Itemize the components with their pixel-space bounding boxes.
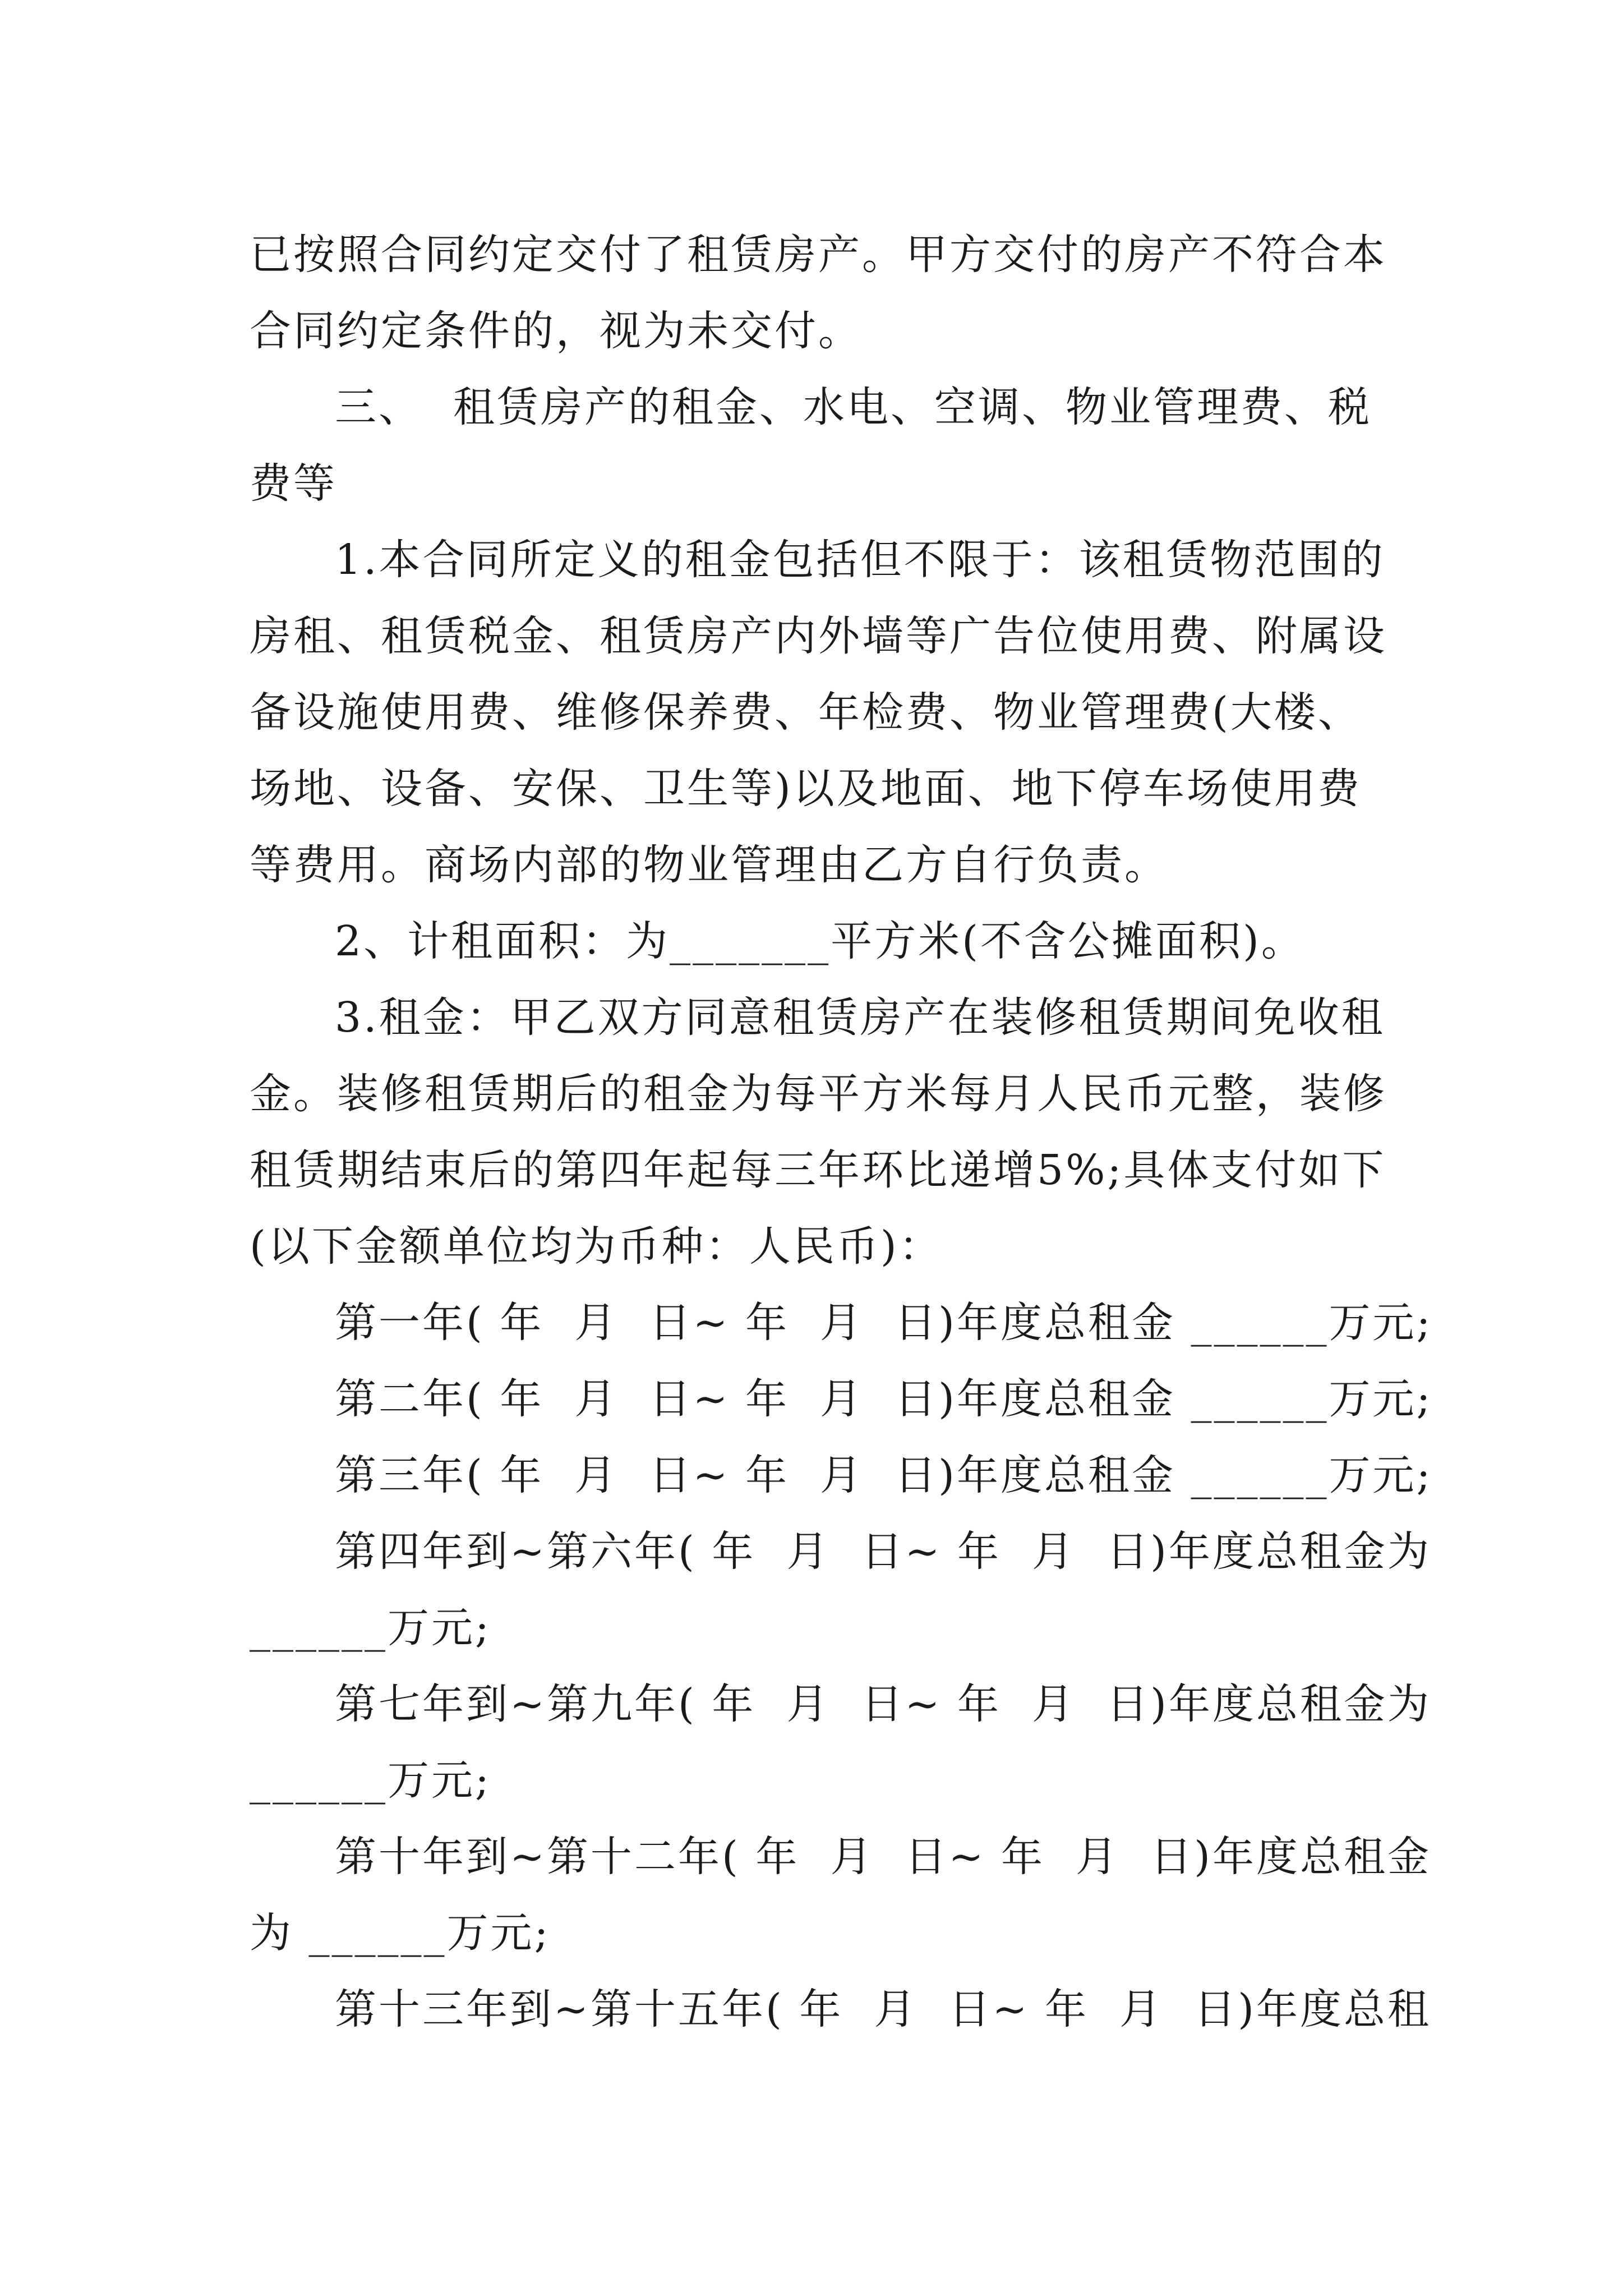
rent-year-line: 第二年( 年 月 日~ 年 月 日)年度总租金 ______万元; <box>335 1375 1433 1423</box>
text-line: 1.本合同所定义的租金包括但不限于：该租赁物范围的 <box>335 536 1385 584</box>
text-line: 已按照合同约定交付了租赁房产。甲方交付的房产不符合本 <box>250 231 1387 279</box>
rent-year-line: 第十三年到~第十五年( 年 月 日~ 年 月 日)年度总租 <box>335 1985 1431 2033</box>
document-body <box>250 217 1433 2047</box>
text-line: ______万元; <box>250 1604 491 1652</box>
text-line: 场地、设备、安保、卫生等)以及地面、地下停车场使用费 <box>250 765 1362 813</box>
text-line: 金。装修租赁期后的租金为每平方米每月人民币元整，装修 <box>250 1070 1387 1118</box>
text-line: 费等 <box>250 459 337 508</box>
text-line: 3.租金：甲乙双方同意租赁房产在装修租赁期间免收租 <box>335 993 1385 1042</box>
text-line: 租赁期结束后的第四年起每三年环比递增5%;具体支付如下 <box>250 1146 1386 1194</box>
rent-year-line: 第十年到~第十二年( 年 月 日~ 年 月 日)年度总租金 <box>335 1833 1431 1881</box>
text-line: 2、计租面积：为_______平方米(不含公摊面积)。 <box>335 917 1305 965</box>
text-line: 等费用。商场内部的物业管理由乙方自行负责。 <box>250 841 1168 889</box>
rent-year-line: 第四年到~第六年( 年 月 日~ 年 月 日)年度总租金为 <box>335 1527 1431 1576</box>
text-line: 房租、租赁税金、租赁房产内外墙等广告位使用费、附属设 <box>250 612 1387 660</box>
rent-year-line: 第三年( 年 月 日~ 年 月 日)年度总租金 ______万元; <box>335 1451 1433 1499</box>
text-line: 备设施使用费、维修保养费、年检费、物业管理费(大楼、 <box>250 688 1362 737</box>
text-line: 合同约定条件的，视为未交付。 <box>250 307 862 355</box>
rent-year-line: 第七年到~第九年( 年 月 日~ 年 月 日)年度总租金为 <box>335 1680 1431 1728</box>
text-line: (以下金额单位均为币种：人民币)： <box>250 1222 943 1271</box>
section-heading: 三、 租赁房产的租金、水电、空调、物业管理费、税 <box>335 383 1372 431</box>
text-line: ______万元; <box>250 1756 491 1805</box>
text-line: 为 ______万元; <box>250 1909 551 1957</box>
rent-year-line: 第一年( 年 月 日~ 年 月 日)年度总租金 ______万元; <box>335 1299 1433 1347</box>
